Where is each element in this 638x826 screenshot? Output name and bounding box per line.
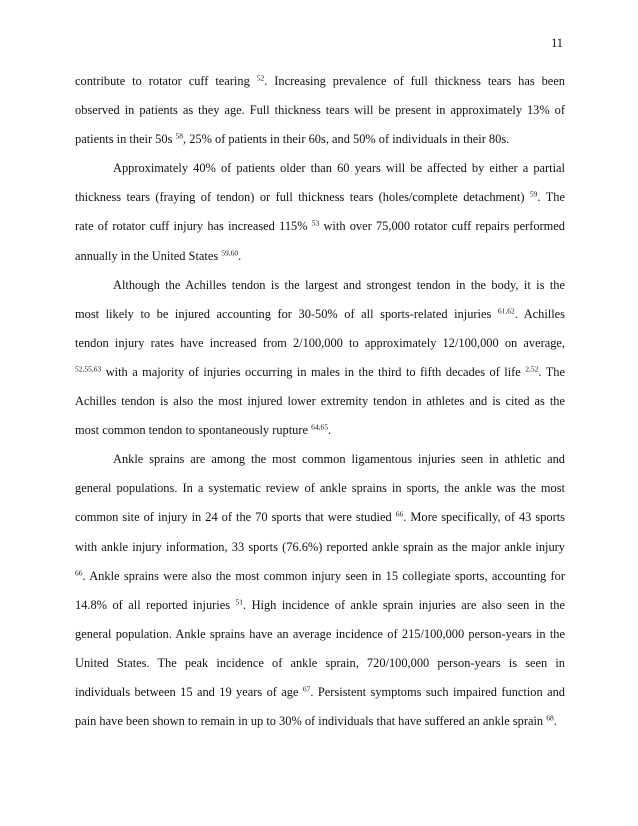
text-line [75, 474, 565, 503]
text-line [75, 271, 565, 300]
text-run: observed in patients as they age. Full thickness tears will be present in approximately 13% of [75, 103, 565, 118]
text-line [75, 678, 565, 707]
page-number: 11 [551, 36, 563, 50]
text-line [75, 300, 565, 329]
text-line [75, 416, 565, 445]
text-run: United States. The peak incidence of ankle sprain, 720/100,000 person-years is seen in [75, 655, 565, 670]
citation-superscript: 66 [395, 509, 404, 519]
text-line [75, 387, 565, 416]
text-run: general population. Ankle sprains have an average incidence of 215/100,000 person-years in the [75, 626, 565, 641]
text-line [75, 212, 565, 241]
text-line [75, 591, 565, 620]
text-run: . Achilles [514, 306, 565, 321]
paragraph [75, 67, 565, 154]
text-run: 14.8% of all reported injuries [75, 597, 236, 612]
text-run: thickness tears (fraying of tendon) or full thickness tears (holes/complete detachment) [75, 190, 530, 205]
text-line [75, 154, 565, 183]
text-line [75, 620, 565, 649]
text-run: . Persistent symptoms such impaired function and [310, 684, 565, 699]
text-run: annually in the United States [75, 248, 222, 263]
text-run: . [553, 714, 557, 729]
text-line [75, 242, 565, 271]
text-run: pain have been shown to remain in up to 30% of individuals that have suffered an ankle sprain [75, 714, 547, 729]
text-run: patients in their 50s [75, 132, 176, 147]
citation-superscript: 52,55,63 [75, 364, 102, 374]
text-run: general populations. In a systematic review of ankle sprains in sports, the ankle was the most [75, 481, 565, 496]
text-run: individuals between 15 and 19 years of age [75, 684, 303, 699]
text-line [75, 445, 565, 474]
text-run: . Increasing prevalence of full thickness tears has been [264, 74, 566, 88]
text-run: most likely to be injured accounting for 30-50% of all sports-related injuries [75, 306, 498, 321]
citation-superscript: 68 [546, 713, 554, 723]
text-line [75, 358, 565, 387]
text-line [75, 707, 565, 736]
paragraph [75, 271, 565, 446]
text-line [75, 183, 565, 212]
body-text [75, 67, 565, 736]
citation-superscript: 51 [235, 597, 244, 607]
text-run: , 25% of patients in their 60s, and 50% of individuals in their 80s. [183, 132, 510, 147]
citation-superscript: 59 [529, 189, 538, 199]
text-line [75, 96, 565, 125]
text-run: common site of injury in 24 of the 70 sports that were studied [75, 510, 396, 525]
text-run: . [238, 248, 242, 263]
text-run: with over 75,000 rotator cuff repairs performed [319, 219, 565, 234]
text-line [75, 562, 565, 591]
text-run: . The [537, 190, 565, 205]
text-run: most common tendon to spontaneously rupture [75, 423, 312, 438]
text-run: . The [538, 364, 565, 379]
paragraph [75, 154, 565, 270]
text-run: Approximately 40% of patients older than 60 years will be affected by either a partial [113, 161, 565, 176]
text-line [75, 67, 565, 96]
citation-superscript: 61,62 [497, 306, 515, 316]
citation-superscript: 67 [302, 684, 311, 694]
text-run: Although the Achilles tendon is the largest and strongest tendon in the body, it is the [113, 277, 565, 292]
text-run: Ankle sprains are among the most common ligamentous injuries seen in athletic and [113, 452, 565, 467]
paragraph [75, 445, 565, 736]
text-run: Achilles tendon is also the most injured lower extremity tendon in athletes and is cited as the [75, 394, 565, 409]
text-run: . Ankle sprains were also the most common injury seen in 15 collegiate sports, accounting for [82, 568, 565, 583]
text-run: tendon injury rates have increased from 2/100,000 to approximately 12/100,000 on average, [75, 335, 565, 350]
text-line [75, 533, 565, 562]
text-run: . [327, 423, 332, 438]
text-line [75, 503, 565, 532]
citation-superscript: 64,65 [311, 422, 328, 432]
text-line [75, 649, 565, 678]
citation-superscript: 52 [256, 73, 265, 83]
citation-superscript: 58 [175, 131, 183, 141]
citation-superscript: 53 [311, 218, 320, 228]
text-line [75, 125, 565, 154]
text-run: . High incidence of ankle sprain injuries are also seen in the [243, 597, 565, 612]
text-run: rate of rotator cuff injury has increased 115% [75, 219, 312, 234]
text-line [75, 329, 565, 358]
text-run: . More specifically, of 43 sports [403, 510, 566, 525]
citation-superscript: 66 [75, 568, 83, 578]
text-run: with ankle injury information, 33 sports (76.6%) reported ankle sprain as the major ankle injury [75, 539, 565, 554]
text-run: contribute to rotator cuff tearing [75, 74, 257, 88]
citation-superscript: 2,52 [525, 364, 539, 374]
citation-superscript: 59,60 [221, 248, 239, 258]
text-run: with a majority of injuries occurring in males in the third to fifth decades of life [101, 364, 526, 379]
